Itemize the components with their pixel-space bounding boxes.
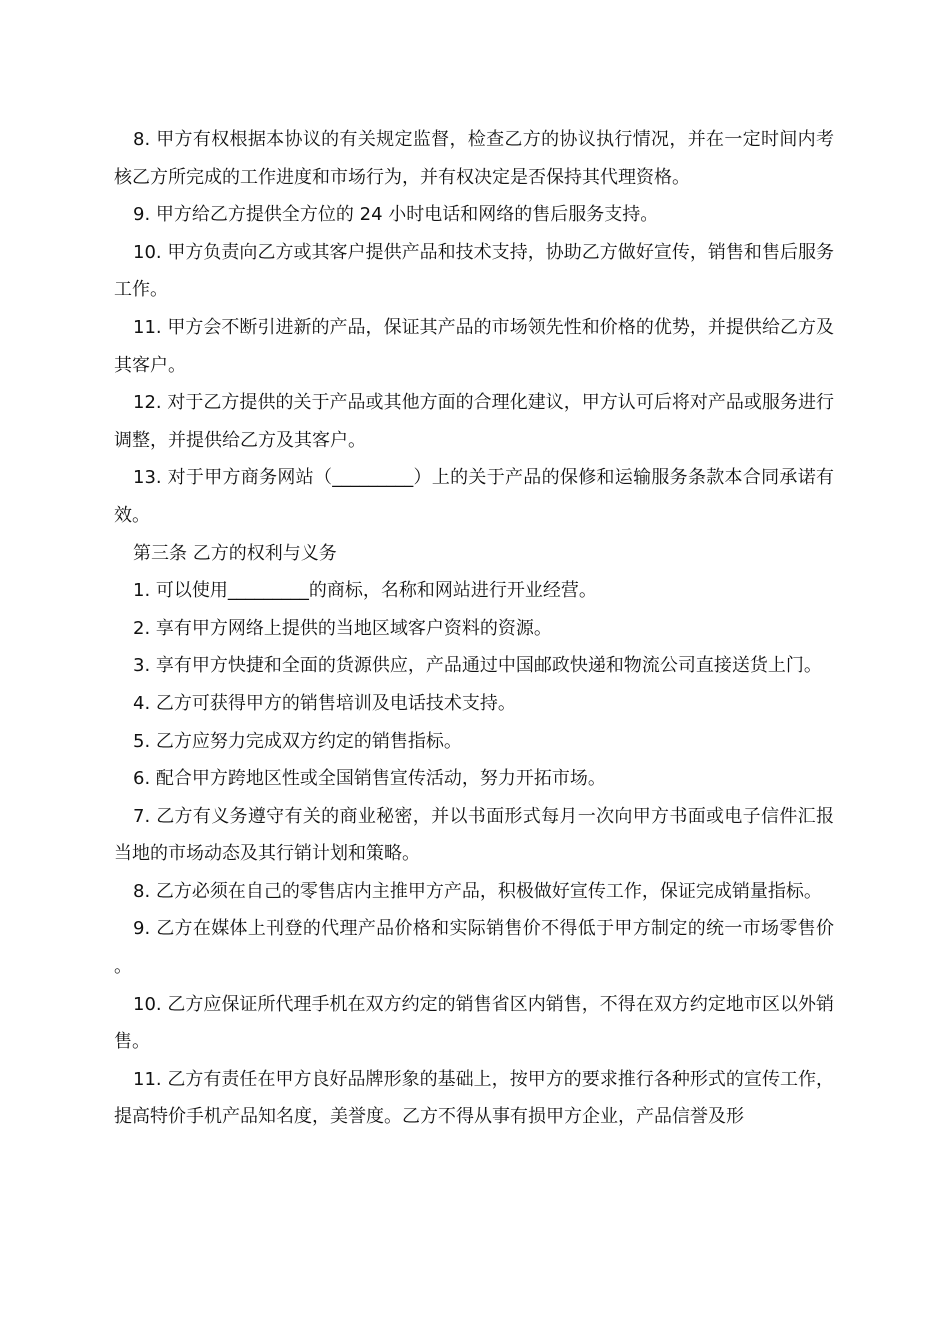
clause-party-b-9: 9. 乙方在媒体上刊登的代理产品价格和实际销售价不得低于甲方制定的统一市场零售价。 [114, 918, 834, 978]
clause-party-a-9: 9. 甲方给乙方提供全方位的 24 小时电话和网络的售后服务支持。 [133, 204, 659, 226]
clause-party-b-5: 5. 乙方应努力完成双方约定的销售指标。 [133, 730, 462, 752]
clause-party-b-1: 1. 可以使用_________的商标，名称和网站进行开业经营。 [133, 580, 597, 602]
clause-party-b-7: 7. 乙方有义务遵守有关的商业秘密，并以书面形式每月一次向甲方书面或电子信件汇报当地的市场动态及其行销计划和策略。 [114, 805, 834, 865]
clause-party-b-4: 4. 乙方可获得甲方的销售培训及电话技术支持。 [133, 692, 516, 714]
clause-party-a-11: 11. 甲方会不断引进新的产品，保证其产品的市场领先性和价格的优势，并提供给乙方及其客户。 [114, 316, 834, 376]
section-heading: 第三条 乙方的权利与义务 [133, 542, 337, 564]
clause-party-b-8: 8. 乙方必须在自己的零售店内主推甲方产品，积极做好宣传工作，保证完成销量指标。 [133, 880, 822, 902]
clause-party-b-11: 11. 乙方有责任在甲方良好品牌形象的基础上，按甲方的要求推行各种形式的宣传工作，提高特价手机产品知名度，美誉度。乙方不得从事有损甲方企业，产品信誉及形 [114, 1068, 834, 1128]
clause-party-a-10: 10. 甲方负责向乙方或其客户提供产品和技术支持，协助乙方做好宣传，销售和售后服务工作。 [114, 241, 834, 301]
clause-party-a-12: 12. 对于乙方提供的关于产品或其他方面的合理化建议，甲方认可后将对产品或服务进行调整，并提供给乙方及其客户。 [114, 392, 834, 451]
clause-party-b-6: 6. 配合甲方跨地区性或全国销售宣传活动，努力开拓市场。 [133, 768, 606, 790]
clause-party-a-13: 13. 对于甲方商务网站（_________）上的关于产品的保修和运输服务条款本合同承诺有效。 [114, 467, 834, 526]
clause-party-b-10: 10. 乙方应保证所代理手机在双方约定的销售省区内销售，不得在双方约定地市区以外销售。 [114, 993, 834, 1053]
clause-party-b-3: 3. 享有甲方快捷和全面的货源供应，产品通过中国邮政快递和物流公司直接送货上门。 [133, 655, 822, 677]
document-body [114, 121, 834, 1136]
clause-party-b-2: 2. 享有甲方网络上提供的当地区域客户资料的资源。 [133, 617, 552, 639]
clause-party-a-8: 8. 甲方有权根据本协议的有关规定监督，检查乙方的协议执行情况，并在一定时间内考核乙方所完成的工作进度和市场行为，并有权决定是否保持其代理资格。 [114, 129, 834, 188]
